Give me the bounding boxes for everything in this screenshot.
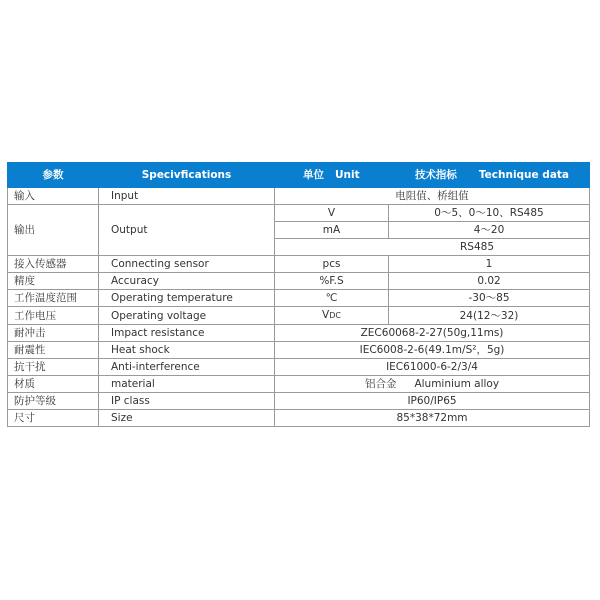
header-tech-en: Technique data bbox=[478, 169, 570, 181]
table-row-anti-interference bbox=[8, 359, 590, 376]
header-specifications: Specivfications bbox=[99, 163, 275, 188]
table-row-ip-class bbox=[8, 393, 590, 410]
param-cn: 接入传感器 bbox=[8, 256, 99, 273]
param-cn: 精度 bbox=[8, 273, 99, 290]
param-unit: V bbox=[275, 205, 389, 222]
param-cn: 材质 bbox=[8, 376, 99, 393]
param-value: IP60/IP65 bbox=[275, 393, 590, 410]
param-en: Operating temperature bbox=[99, 290, 275, 307]
param-value: 0.02 bbox=[389, 273, 590, 290]
param-cn: 抗干扰 bbox=[8, 359, 99, 376]
header-unit-cn: 单位 bbox=[303, 169, 324, 181]
param-cn: 输入 bbox=[8, 188, 99, 205]
param-cn: 工作电压 bbox=[8, 307, 99, 325]
material-cn: 铝合金 bbox=[364, 378, 397, 390]
param-cn: 耐震性 bbox=[8, 342, 99, 359]
param-en: Heat shock bbox=[99, 342, 275, 359]
param-en: material bbox=[99, 376, 275, 393]
param-en: Operating voltage bbox=[99, 307, 275, 325]
table-row-operating-temperature bbox=[8, 290, 590, 307]
param-cn: 耐冲击 bbox=[8, 325, 99, 342]
param-cn: 防护等级 bbox=[8, 393, 99, 410]
header-params: 参数 bbox=[8, 163, 99, 188]
param-en: Connecting sensor bbox=[99, 256, 275, 273]
param-en: IP class bbox=[99, 393, 275, 410]
param-en: Size bbox=[99, 410, 275, 427]
param-value: 24(12～32) bbox=[389, 307, 590, 325]
table-row-accuracy bbox=[8, 273, 590, 290]
param-en: Anti-interference bbox=[99, 359, 275, 376]
table-row-size bbox=[8, 410, 590, 427]
param-unit: %F.S bbox=[275, 273, 389, 290]
header-unit-en: Unit bbox=[334, 169, 360, 181]
param-unit: pcs bbox=[275, 256, 389, 273]
unit-sub: DC bbox=[329, 311, 341, 320]
param-cn: 工作温度范围 bbox=[8, 290, 99, 307]
param-value: 85*38*72mm bbox=[275, 410, 590, 427]
param-value: 4～20 bbox=[389, 222, 590, 239]
table-row-material bbox=[8, 376, 590, 393]
param-value: RS485 bbox=[275, 239, 590, 256]
table-row-output bbox=[8, 205, 590, 222]
param-value bbox=[275, 376, 590, 393]
param-value: 1 bbox=[389, 256, 590, 273]
param-unit: ℃ bbox=[275, 290, 389, 307]
table-header-row bbox=[8, 163, 590, 188]
param-unit: mA bbox=[275, 222, 389, 239]
param-en: Accuracy bbox=[99, 273, 275, 290]
param-cn: 输出 bbox=[8, 205, 99, 256]
param-unit bbox=[275, 307, 389, 325]
table-row-input bbox=[8, 188, 590, 205]
param-cn: 尺寸 bbox=[8, 410, 99, 427]
param-value: 电阻值、桥组值 bbox=[275, 188, 590, 205]
param-value: ZEC60068-2-27(50g,11ms) bbox=[275, 325, 590, 342]
param-en: Input bbox=[99, 188, 275, 205]
table-row-heat-shock bbox=[8, 342, 590, 359]
param-value: IEC61000-6-2/3/4 bbox=[275, 359, 590, 376]
param-value: -30～85 bbox=[389, 290, 590, 307]
param-value: IEC6008-2-6(49.1m/S²，5g) bbox=[275, 342, 590, 359]
unit-main: V bbox=[322, 309, 330, 321]
param-en: Output bbox=[99, 205, 275, 256]
param-value: 0～5、0～10、RS485 bbox=[389, 205, 590, 222]
header-unit-tech bbox=[275, 163, 590, 188]
table-row-impact-resistance bbox=[8, 325, 590, 342]
table-row-connecting-sensor bbox=[8, 256, 590, 273]
param-en: Impact resistance bbox=[99, 325, 275, 342]
header-tech-cn: 技术指标 bbox=[414, 169, 457, 181]
spec-table bbox=[7, 162, 590, 427]
table-row-operating-voltage bbox=[8, 307, 590, 325]
material-en: Aluminium alloy bbox=[414, 378, 500, 390]
